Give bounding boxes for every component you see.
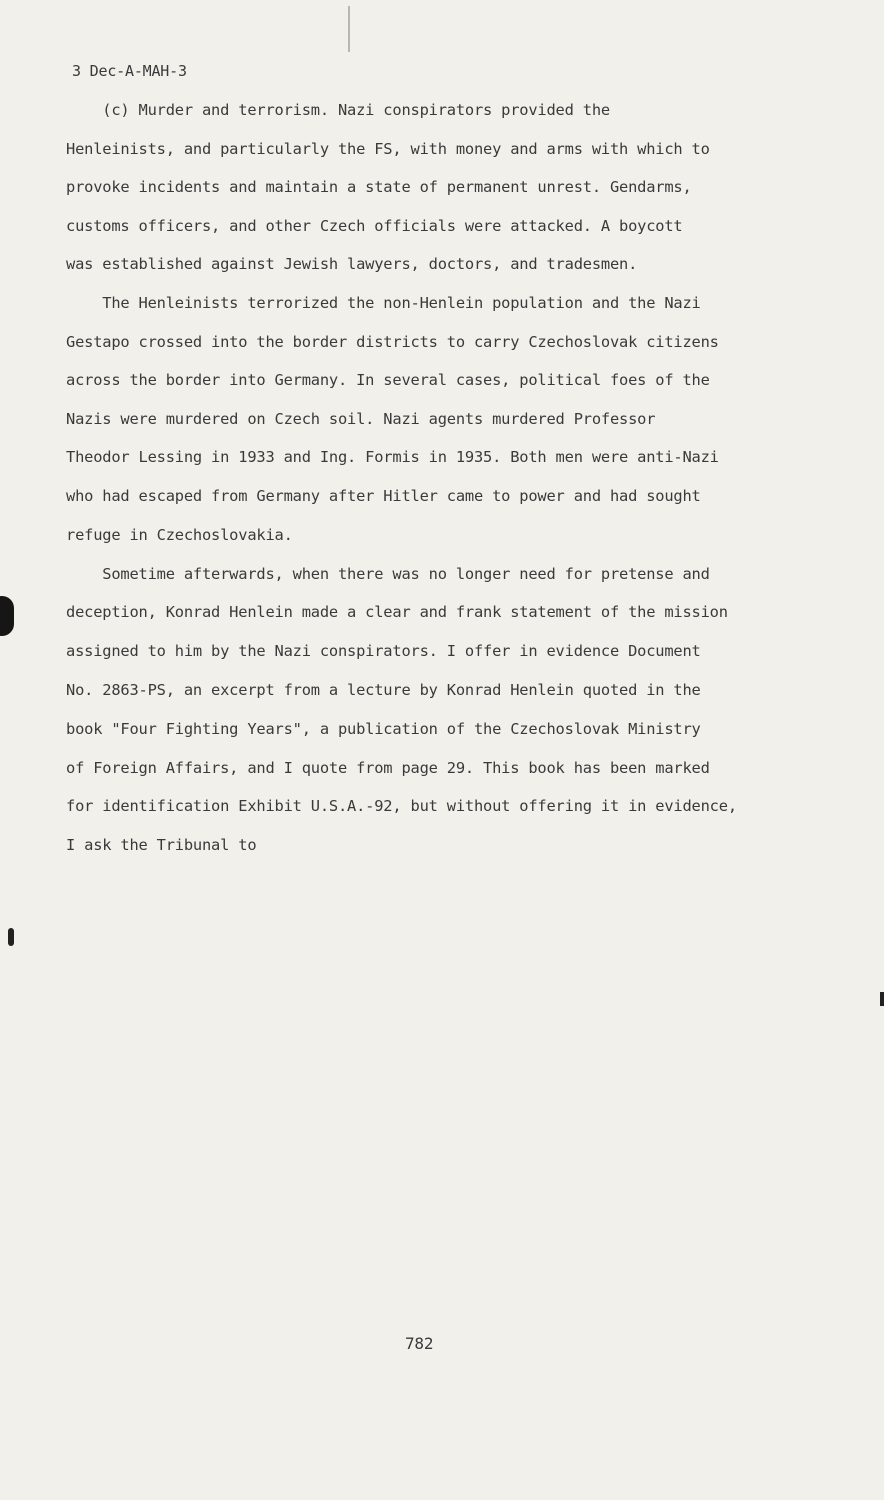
text-line: The Henleinists terrorized the non-Henlein population and the Nazi [66, 294, 701, 312]
text-line: customs officers, and other Czech officials were attacked. A boycott [66, 217, 683, 235]
page-number: 782 [405, 1334, 434, 1353]
text-line: provoke incidents and maintain a state of permanent unrest. Gendarms, [66, 178, 692, 196]
text-line: (c) Murder and terrorism. Nazi conspirators provided the [66, 101, 610, 119]
punch-hole [0, 596, 14, 636]
text-line: was established against Jewish lawyers, doctors, and tradesmen. [66, 255, 638, 273]
text-line: Theodor Lessing in 1933 and Ing. Formis in 1935. Both men were anti-Nazi [66, 448, 719, 466]
text-line: Nazis were murdered on Czech soil. Nazi agents murdered Professor [66, 410, 656, 428]
text-line: for identification Exhibit U.S.A.-92, but without offering it in evidence, [66, 797, 737, 815]
text-line: assigned to him by the Nazi conspirators. I offer in evidence Document [66, 642, 701, 660]
text-line: Henleinists, and particularly the FS, with money and arms with which to [66, 140, 710, 158]
text-line: who had escaped from Germany after Hitler came to power and had sought [66, 487, 701, 505]
scan-mark [8, 928, 14, 946]
text-line: refuge in Czechoslovakia. [66, 526, 293, 544]
scan-mark [880, 992, 884, 1006]
scan-mark [348, 6, 350, 52]
text-line: deception, Konrad Henlein made a clear and frank statement of the mission [66, 603, 728, 621]
text-line: book "Four Fighting Years", a publication of the Czechoslovak Ministry [66, 720, 701, 738]
text-line: of Foreign Affairs, and I quote from page 29. This book has been marked [66, 759, 710, 777]
text-line: Sometime afterwards, when there was no longer need for pretense and [66, 565, 710, 583]
text-line: across the border into Germany. In several cases, political foes of the [66, 371, 710, 389]
text-line: I ask the Tribunal to [66, 836, 257, 854]
text-line: No. 2863-PS, an excerpt from a lecture by Konrad Henlein quoted in the [66, 681, 701, 699]
text-line: Gestapo crossed into the border districts to carry Czechoslovak citizens [66, 333, 719, 351]
page-header: 3 Dec-A-MAH-3 [72, 62, 187, 80]
